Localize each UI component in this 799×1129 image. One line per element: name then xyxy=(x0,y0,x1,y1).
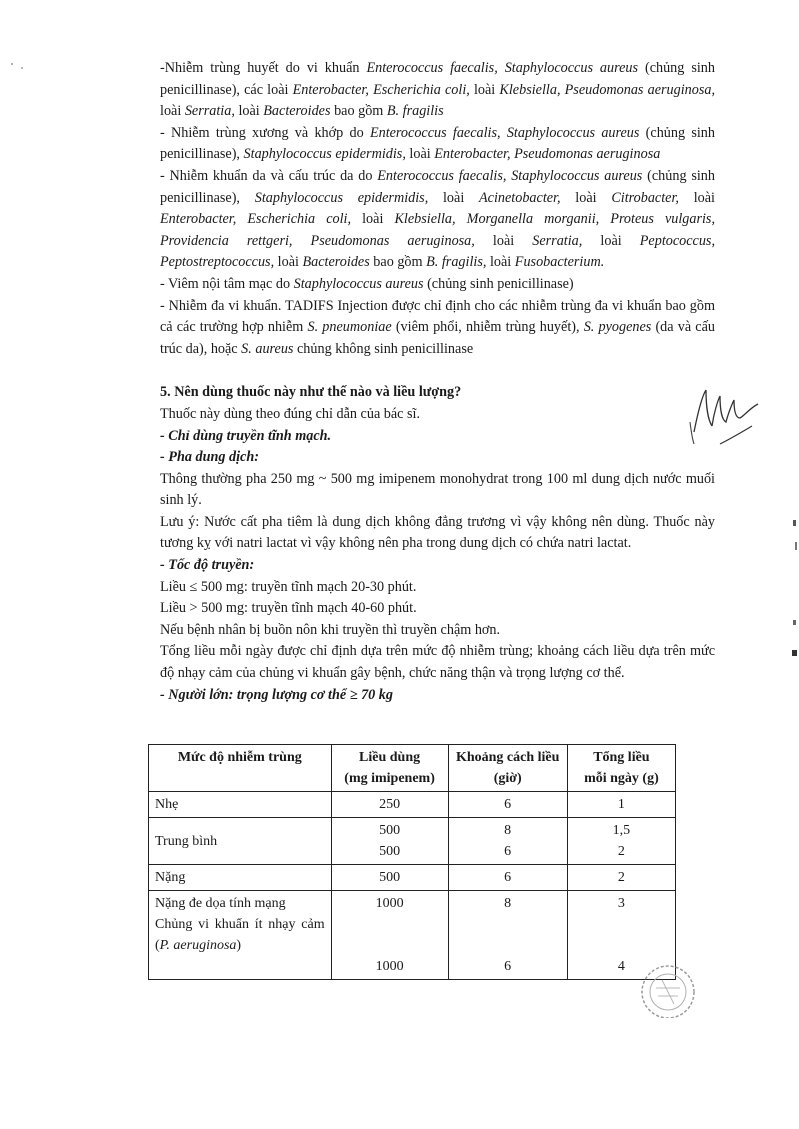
stamp-seal xyxy=(632,958,696,1018)
scan-mark xyxy=(8,58,28,72)
indication-endocarditis: - Viêm nội tâm mạc do Staphylococcus aureus (chủng sinh penicillinase) xyxy=(160,275,574,292)
note-text: Lưu ý: Nước cất pha tiêm là dung dịch không đẳng trương vì vậy không nên dùng. Thuốc này tương kỵ với natri lactat vì vậy không nên pha trong dung dịch có chứa natri lactat. xyxy=(160,513,715,552)
dilution-text: Thông thường pha 250 mg ~ 500 mg imipenem monohydrat trong 100 ml dung dịch nước muối sinh lý. xyxy=(160,470,715,509)
scan-edge-marks xyxy=(789,520,799,670)
indication-polymicrobial: - Nhiễm đa vi khuẩn. TADIFS Injection được chỉ định cho các nhiễm trùng đa vi khuẩn bao gồm cả các trường hợp nhiễm S. pneumoniae (viêm phổi, nhiễm trùng huyết), S. pyogenes (da và cấu trúc da), hoặc S. aureus chủng không sinh penicillinase xyxy=(160,297,715,357)
table-row: Nhẹ 250 6 1 xyxy=(149,792,676,818)
dosage-table xyxy=(148,744,676,980)
section-heading: 5. Nên dùng thuốc này như thế nào và liều lượng? xyxy=(160,384,462,401)
rate-subhead: - Tốc độ truyền: xyxy=(160,557,255,574)
usage-intro: Thuốc này dùng theo đúng chỉ dẫn của bác sĩ. xyxy=(160,405,421,422)
header-severity: Mức độ nhiễm trùng xyxy=(149,745,332,792)
dilution-subhead: - Pha dung dịch: xyxy=(160,449,259,466)
signature-mark xyxy=(680,382,770,452)
adult-subhead: - Người lớn: trọng lượng cơ thể ≥ 70 kg xyxy=(160,686,393,703)
table-row: Nặng đe dọa tính mạng Chủng vi khuẩn ít nhạy cảm (P. aeruginosa) 1000 1000 8 6 3 4 xyxy=(149,891,676,980)
header-total: Tổng liều mỗi ngày (g) xyxy=(567,745,675,792)
table-row: Nặng 500 6 2 xyxy=(149,865,676,891)
rate-line-2: Liều > 500 mg: truyền tĩnh mạch 40-60 phút. xyxy=(160,600,417,617)
total-dose-text: Tổng liều mỗi ngày được chỉ định dựa trên mức độ nhiễm trùng; khoảng cách liều dựa trên mức độ nhạy cảm của chủng vi khuẩn gây bệnh, chức năng thận và trọng lượng cơ thể. xyxy=(160,643,715,682)
rate-line-1: Liều ≤ 500 mg: truyền tĩnh mạch 20-30 phút. xyxy=(160,578,417,595)
header-interval: Khoảng cách liều (giờ) xyxy=(448,745,567,792)
indication-bone-joint: - Nhiễm trùng xương và khớp do Enterococcus faecalis, Staphylococcus aureus (chủng sinh penicillinase), Staphylococcus epidermidis, loài Enterobacter, Pseudomonas aeruginosa xyxy=(160,124,715,163)
nausea-text: Nếu bệnh nhân bị buồn nôn khi truyền thì truyền chậm hơn. xyxy=(160,621,501,638)
indication-sepsis: -Nhiễm trùng huyết do vi khuẩn Enterococcus faecalis, Staphylococcus aureus (chủng sinh penicillinase), các loài Enterobacter, Escherichia coli, loài Klebsiella, Pseudomonas aeruginosa, loài Serratia, loài Bacteroides bao gồm B. fragilis xyxy=(160,60,715,120)
table-row: Trung bình 500 500 8 6 1,5 2 xyxy=(149,818,676,865)
table-header-row xyxy=(149,745,676,792)
header-dose: Liều dùng (mg imipenem) xyxy=(331,745,448,792)
indication-skin: - Nhiễm khuẩn da và cấu trúc da do Enterococcus faecalis, Staphylococcus aureus (chủng sinh penicillinase), Staphylococcus epidermidis, loài Acinetobacter, loài Citrobacter, loài Enterobacter, Escherichia coli, loài Klebsiella, Morganella morganii, Proteus vulgaris, Providencia rettgeri, Pseudomonas aeruginosa, loài Serratia, loài Peptococcus, Peptostreptococcus, loài Bacteroides bao gồm B. fragilis, loài Fusobacterium. xyxy=(160,167,716,271)
document-body xyxy=(160,58,715,706)
iv-only-subhead: - Chỉ dùng truyền tĩnh mạch. xyxy=(160,427,332,444)
